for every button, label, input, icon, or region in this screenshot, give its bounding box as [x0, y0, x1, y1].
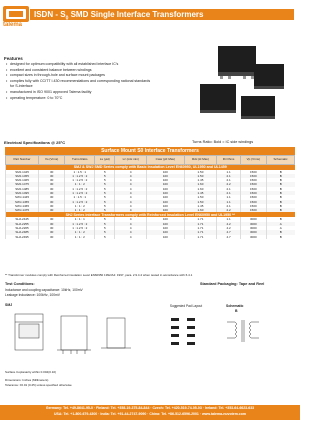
- tolerance-note: Tolerance: ±0.01 (0.25) unless specified otherwise: [5, 383, 72, 387]
- table-cell: 1.1: [217, 195, 240, 199]
- table-cell: 1500: [240, 208, 266, 212]
- product-photo: [196, 42, 291, 122]
- table-cell: 2.1: [217, 191, 240, 195]
- table-cell: 2.2: [217, 208, 240, 212]
- table-cell: 1500: [240, 174, 266, 178]
- col-header: Cww (pF Max): [147, 156, 184, 165]
- table-header-row: [6, 156, 295, 165]
- front-view-drawing: [101, 318, 131, 348]
- table-cell: 4: [115, 235, 147, 239]
- table-cell: 1.60: [184, 182, 217, 186]
- table-cell: 30: [39, 208, 65, 212]
- table-cell: B: [267, 174, 295, 178]
- top-view-drawing: [15, 314, 43, 350]
- table-cell: 1 : 1.5 : 1: [65, 170, 95, 174]
- table-cell: SWJ-1455: [6, 200, 39, 204]
- col-header: Vo (Vrms): [39, 156, 65, 165]
- table-cell: SMJ-1465: [6, 178, 39, 182]
- schematic-letter: B: [235, 309, 238, 313]
- table-cell: 1 : 1.2.5 : 2: [65, 226, 95, 230]
- table-cell: 1.1: [217, 170, 240, 174]
- side-view-drawing: [57, 316, 91, 354]
- table-cell: 30: [39, 174, 65, 178]
- table-cell: 1 : 1.2.5 : 2: [65, 200, 95, 204]
- table-cell: 100: [147, 191, 184, 195]
- table-cell: 4: [115, 226, 147, 230]
- col-header: Ri Ohms: [217, 156, 240, 165]
- table-cell: 5: [95, 226, 115, 230]
- table-cell: 3000: [240, 222, 266, 226]
- drawing-series-label: SMJ: [5, 303, 13, 307]
- table-cell: 1.71: [184, 230, 217, 234]
- table-cell: 100: [147, 170, 184, 174]
- table-cell: 1.50: [184, 174, 217, 178]
- footer-contact-line: Germany: Tel. +49-8641-95-0 · Finland: Tel. +358-19-375-84-844 · Czech: Tel. +420-519-74-05-03 · Ireland: Tel. +353-64-6623-633: [45, 406, 255, 410]
- table-cell: 100: [147, 208, 184, 212]
- table-cell: 1.1: [217, 217, 240, 221]
- table-cell: 5: [95, 178, 115, 182]
- table-cell: 2.1: [217, 178, 240, 182]
- feature-item: • operating temperature: 0 to 70°C: [6, 96, 154, 102]
- schematic-label: Schematic: [226, 304, 244, 308]
- table-cell: 5: [95, 208, 115, 212]
- table-cell: 1 : 1 : 2: [65, 230, 95, 234]
- table-cell: 30: [39, 195, 65, 199]
- table-cell: 4.7: [217, 235, 240, 239]
- test-conditions: [5, 288, 83, 297]
- table-cell: 4: [115, 230, 147, 234]
- table-cell: 100: [147, 178, 184, 182]
- table-cell: 1500: [240, 178, 266, 182]
- col-header: Part Number: [6, 156, 39, 165]
- table-cell: 5: [95, 182, 115, 186]
- table-cell: 4: [115, 170, 147, 174]
- table-cell: 1.71: [184, 226, 217, 230]
- table-cell: 30: [39, 204, 65, 208]
- table-cell: 5: [95, 195, 115, 199]
- table-cell: 30: [39, 187, 65, 191]
- test-conditions-title: Test Conditions:: [5, 282, 35, 286]
- table-cell: 4: [115, 217, 147, 221]
- table-cell: 3000: [240, 230, 266, 234]
- table-cell: B: [267, 170, 295, 174]
- table-cell: 1.45: [184, 178, 217, 182]
- table-cell: B: [267, 195, 295, 199]
- table-cell: 1.50: [184, 195, 217, 199]
- table-cell: SHJ-2255: [6, 222, 39, 226]
- table-cell: B: [267, 191, 295, 195]
- table-cell: B: [267, 178, 295, 182]
- coplanarity-note: Surface Coplanarity within 0.004(0.10): [5, 370, 57, 374]
- table-cell: 1500: [240, 170, 266, 174]
- table-cell: 100: [147, 226, 184, 230]
- table-cell: 1 : 1.2.5 : 2: [65, 191, 95, 195]
- table-cell: 100: [147, 182, 184, 186]
- table-cell: 1500: [240, 195, 266, 199]
- col-header: Ls (µH): [95, 156, 115, 165]
- table-cell: 1.1: [217, 200, 240, 204]
- footer-contact-line: USA: Tel. +1-800-679-4300 · India: Tel. +91-44-2747-9090 · China: Tel. +86-512-6596-2001 · www.talema-nuvotem.com: [54, 412, 246, 416]
- section-band: SHJ Series Interface Transformers comply with Reinforced Insulation Level EN60950 and UL1950 **: [6, 212, 295, 217]
- table-cell: SMJ-1495: [6, 191, 39, 195]
- table-cell: 1500: [240, 204, 266, 208]
- table-cell: 1.45: [184, 191, 217, 195]
- pad-layout-label: Suggested Pad Layout: [169, 304, 203, 308]
- table-cell: B: [267, 235, 295, 239]
- table-cell: 3000: [240, 217, 266, 221]
- spec-table: [5, 155, 295, 239]
- turns-ratio-note: Turns Ratio: Bold = IC side windings: [192, 140, 254, 144]
- table-cell: 100: [147, 187, 184, 191]
- table-cell: SWJ-1445: [6, 195, 39, 199]
- table-cell: 1500: [240, 187, 266, 191]
- electrical-specs-title: Electrical Specifications @ 25°C: [4, 140, 66, 145]
- features-title: Features: [4, 56, 23, 61]
- col-header: Lz (mH min): [115, 156, 147, 165]
- table-cell: 1 : 1 : 2: [65, 235, 95, 239]
- table-cell: B: [267, 204, 295, 208]
- table-cell: 1.50: [184, 200, 217, 204]
- table-cell: 4: [115, 187, 147, 191]
- table-cell: B: [267, 182, 295, 186]
- table-cell: SHJ-2265: [6, 226, 39, 230]
- packaging-note: Standard Packaging: Tape and Reel: [200, 282, 265, 286]
- table-cell: 30: [39, 178, 65, 182]
- table-cell: 30: [39, 191, 65, 195]
- table-cell: 1.45: [184, 204, 217, 208]
- table-cell: 1.71: [184, 235, 217, 239]
- table-cell: 100: [147, 195, 184, 199]
- table-cell: 4: [115, 204, 147, 208]
- table-cell: 5: [95, 200, 115, 204]
- table-cell: 5: [95, 191, 115, 195]
- table-cell: 100: [147, 204, 184, 208]
- table-cell: 1 : 1.2.5 : 2: [65, 187, 95, 191]
- table-cell: 1.71: [184, 217, 217, 221]
- col-header: Turns Ratio: [65, 156, 95, 165]
- feature-item: • excellent and consistent balance between windings: [6, 68, 154, 74]
- table-cell: 5: [95, 222, 115, 226]
- test-line: Inductance and coupling capacitance: 10kHz, 100mV: [5, 288, 83, 292]
- table-cell: 5: [95, 230, 115, 234]
- table-cell: B: [267, 200, 295, 204]
- table-cell: B: [267, 217, 295, 221]
- table-cell: SMJ-1455: [6, 174, 39, 178]
- table-cell: 100: [147, 235, 184, 239]
- table-cell: SWJ-1465: [6, 204, 39, 208]
- feature-item: • designed for optimum compatibility with all established interface IC's: [6, 62, 154, 68]
- footnote: ** Transformer modules comply with Reinforced insulation Level EN60950 1992/A4: 1997, para. 2.9.4.4 when tested in accordance with 6.4.1: [5, 273, 193, 277]
- table-cell: 1.60: [184, 187, 217, 191]
- table-cell: 30: [39, 200, 65, 204]
- table-cell: 30: [39, 222, 65, 226]
- table-cell: 4.2: [217, 226, 240, 230]
- table-cell: B: [267, 187, 295, 191]
- table-cell: 1500: [240, 191, 266, 195]
- table-cell: 1 : 1.2.5 : 2: [65, 222, 95, 226]
- dimensions-note: Dimensions: Inches (Millimeters): [5, 378, 49, 382]
- feature-item: • compact sizes in through-hole and surface mount packages: [6, 73, 154, 79]
- table-row: [6, 235, 295, 239]
- table-cell: 4: [115, 208, 147, 212]
- schematic-b-drawing: [227, 320, 259, 342]
- table-cell: SHJ-2445: [6, 217, 39, 221]
- table-cell: 2.1: [217, 174, 240, 178]
- table-cell: 30: [39, 230, 65, 234]
- table-cell: A: [267, 222, 295, 226]
- table-cell: 100: [147, 222, 184, 226]
- table-cell: 1 : 1.2.5 : 2: [65, 174, 95, 178]
- table-cell: 3000: [240, 226, 266, 230]
- table-cell: SWJ-1475: [6, 208, 39, 212]
- table-cell: 5: [95, 187, 115, 191]
- table-cell: 30: [39, 170, 65, 174]
- table-cell: 30: [39, 226, 65, 230]
- table-cell: 1.60: [184, 208, 217, 212]
- logo-text: talema: [3, 22, 23, 28]
- table-cell: 1500: [240, 182, 266, 186]
- table-cell: SMJ-1445: [6, 170, 39, 174]
- table-cell: 4: [115, 200, 147, 204]
- table-cell: 1 : 1 : 2: [65, 204, 95, 208]
- table-cell: 5: [95, 235, 115, 239]
- table-cell: SMJ-1475: [6, 182, 39, 186]
- table-cell: 100: [147, 230, 184, 234]
- table-cell: 2.1: [217, 187, 240, 191]
- test-line: Leakage Inductance: 100kHz, 100mV: [5, 292, 60, 297]
- section-band: SMJ & SWJ SMD Series comply with Basic Insulation Level EN60950, UL1950 and UL1459: [6, 165, 295, 170]
- table-cell: 100: [147, 200, 184, 204]
- table-cell: SHJ-2495: [6, 235, 39, 239]
- table-cell: 4: [115, 178, 147, 182]
- table-cell: SMJ-1485: [6, 187, 39, 191]
- table-cell: 4: [115, 195, 147, 199]
- table-cell: 3000: [240, 235, 266, 239]
- table-cell: A: [267, 226, 295, 230]
- col-header: Vp (Vrms): [240, 156, 266, 165]
- table-cell: B: [267, 230, 295, 234]
- table-cell: 1 : 1 : 2: [65, 182, 95, 186]
- features-list: [6, 62, 154, 101]
- table-cell: 1.50: [184, 170, 217, 174]
- table-cell: 30: [39, 235, 65, 239]
- table-cell: 1 : 1.2.5 : 2: [65, 178, 95, 182]
- table-cell: B: [267, 208, 295, 212]
- col-header: Rdc (Ω Max): [184, 156, 217, 165]
- col-header: Schematic: [267, 156, 295, 165]
- mechanical-drawing: [5, 308, 295, 368]
- talema-logo-icon: [3, 6, 29, 22]
- table-cell: 100: [147, 217, 184, 221]
- table-cell: 100: [147, 174, 184, 178]
- page-title: ISDN - $S_0$ SMD Single Interface Transformers: [34, 10, 204, 22]
- table-cell: 1.71: [184, 222, 217, 226]
- table-cell: 30: [39, 217, 65, 221]
- table-cell: 4: [115, 182, 147, 186]
- table-cell: 5: [95, 170, 115, 174]
- table-cell: 5: [95, 204, 115, 208]
- table-cell: 4.7: [217, 230, 240, 234]
- table-cell: 2.2: [217, 182, 240, 186]
- table-cell: 2.1: [217, 204, 240, 208]
- table-cell: 1 : 1 : 2: [65, 208, 95, 212]
- table-cell: 4: [115, 191, 147, 195]
- table-cell: 1 : 1.5 : 1: [65, 195, 95, 199]
- feature-item: • complies fully with CCITT I.430 recommendations and corresponding national standards for S-interface: [6, 79, 154, 90]
- table-cell: 4.2: [217, 222, 240, 226]
- table-cell: 30: [39, 182, 65, 186]
- table-cell: 5: [95, 174, 115, 178]
- table-cell: SHJ-2485: [6, 230, 39, 234]
- table-title: Surface Mount S0 Interface Transformers: [5, 147, 295, 155]
- pad-layout-drawing: [171, 318, 195, 345]
- table-cell: 4: [115, 222, 147, 226]
- feature-item: • manufactured in ISO 9001 approved Talema facility: [6, 90, 154, 96]
- table-cell: 1 : 1 : 1: [65, 217, 95, 221]
- table-cell: 5: [95, 217, 115, 221]
- table-cell: 4: [115, 174, 147, 178]
- table-cell: 1500: [240, 200, 266, 204]
